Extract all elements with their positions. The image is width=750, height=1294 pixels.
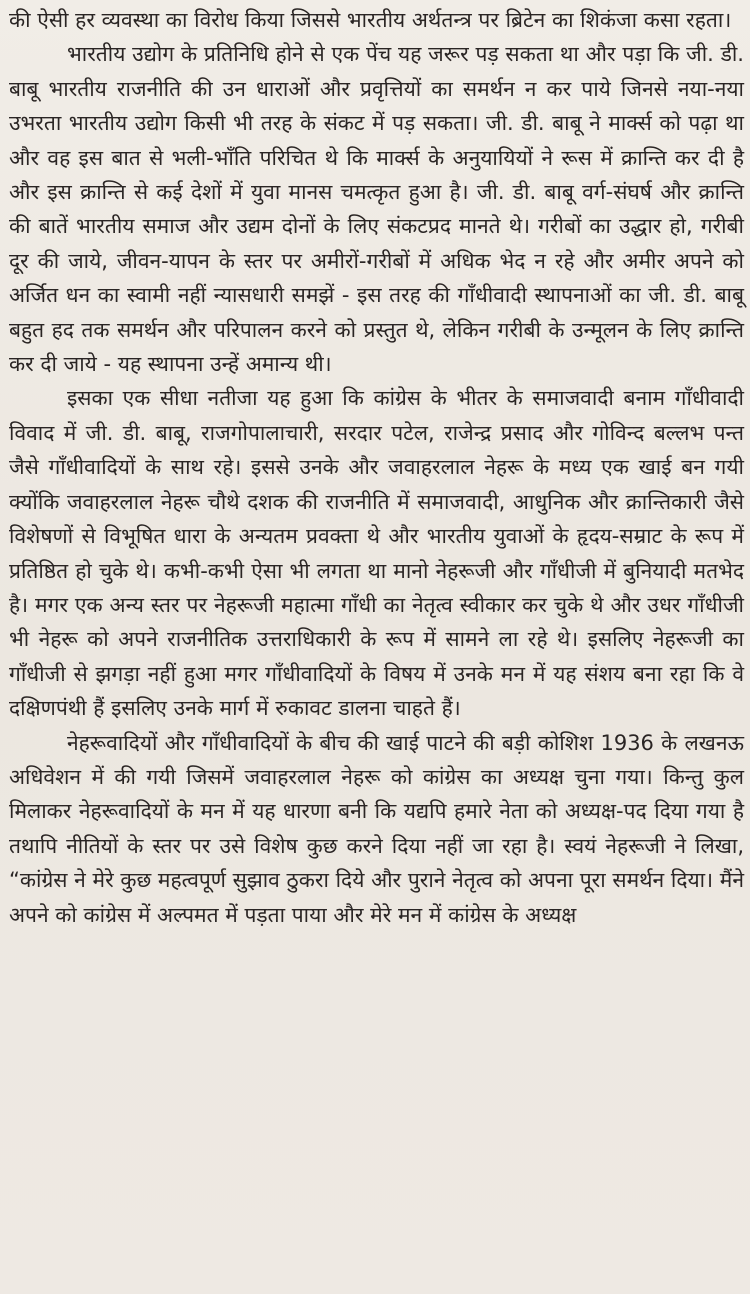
paragraph-1: की ऐसी हर व्यवस्था का विरोध किया जिससे भारतीय अर्थतन्त्र पर ब्रिटेन का शिकंजा कसा रहता। (9, 8, 732, 32)
paragraph-3: इसका एक सीधा नतीजा यह हुआ कि कांग्रेस के भीतर के समाजवादी बनाम गाँधीवादी विवाद में जी. डी. बाबू, राजगोपालाचारी, सरदार पटेल, राजेन्द्र प्रसाद और गोविन्द बल्लभ पन्त जैसे गाँधीवादियों के साथ रहे। इससे उनके और जवाहरलाल नेहरू के मध्य एक खाई बन गयी क्योंकि जवाहरलाल नेहरू चौथे दशक की राजनीति में समाजवादी, आधुनिक और क्रान्तिकारी जैसे विशेषणों से विभूषित धारा के अन्यतम प्रवक्ता थे और भारतीय युवाओं के हृदय-सम्राट के रूप में प्रतिष्ठित हो चुके थे। कभी-कभी ऐसा भी लगता था मानो नेहरूजी और गाँधीजी में बुनियादी मतभेद है। मगर एक अन्य स्तर पर नेहरूजी महात्मा गाँधी का नेतृत्व स्वीकार कर चुके थे और उधर गाँधीजी भी नेहरू को अपने राजनीतिक उत्तराधिकारी के रूप में सामने ला रहे थे। इसलिए नेहरूजी का गाँधीजी से झगड़ा नहीं हुआ मगर गाँधीवादियों के विषय में उनके मन में यह संशय बना रहा कि वे दक्षिणपंथी हैं इसलिए उनके मार्ग में रुकावट डालना चाहते हैं। (9, 386, 744, 721)
paragraph-2: भारतीय उद्योग के प्रतिनिधि होने से एक पेंच यह जरूर पड़ सकता था और पड़ा कि जी. डी. बाबू भारतीय राजनीति की उन धाराओं और प्रवृत्तियों का समर्थन न कर पाये जिनसे नया-नया उभरता भारतीय उद्योग किसी भी तरह के संकट में पड़ सकता। जी. डी. बाबू ने मार्क्स को पढ़ा था और वह इस बात से भली-भाँति परिचित थे कि मार्क्स के अनुयायियों ने रूस में क्रान्ति कर दी है और इस क्रान्ति से कई देशों में युवा मानस चमत्कृत हुआ है। जी. डी. बाबू वर्ग-संघर्ष और क्रान्ति की बातें भारतीय समाज और उद्यम दोनों के लिए संकटप्रद मानते थे। गरीबों का उद्धार हो, गरीबी दूर की जाये, जीवन-यापन के स्तर पर अमीरों-गरीबों में अधिक भेद न रहे और अमीर अपने को अर्जित धन का स्वामी नहीं न्यासधारी समझें - इस तरह की गाँधीवादी स्थापनाओं का जी. डी. बाबू बहुत हद तक समर्थन और परिपालन करने को प्रस्तुत थे, लेकिन गरीबी के उन्मूलन के लिए क्रान्ति कर दी जाये - यह स्थापना उन्हें अमान्य थी। (9, 42, 744, 377)
paragraph-4: नेहरूवादियों और गाँधीवादियों के बीच की खाई पाटने की बड़ी कोशिश 1936 के लखनऊ अधिवेशन में की गयी जिसमें जवाहरलाल नेहरू को कांग्रेस का अध्यक्ष चुना गया। किन्तु कुल मिलाकर नेहरूवादियों के मन में यह धारणा बनी कि यद्यपि हमारे नेता को अध्यक्ष-पद दिया गया है तथापि नीतियों के स्तर पर उसे विशेष कुछ करने दिया नहीं जा रहा है। स्वयं नेहरूजी ने लिखा, “कांग्रेस ने मेरे कुछ महत्वपूर्ण सुझाव ठुकरा दिये और पुराने नेतृत्व को अपना पूरा समर्थन दिया। मैंने अपने को कांग्रेस में अल्पमत में पड़ता पाया और मेरे मन में कांग्रेस के अध्यक्ष (9, 730, 744, 927)
